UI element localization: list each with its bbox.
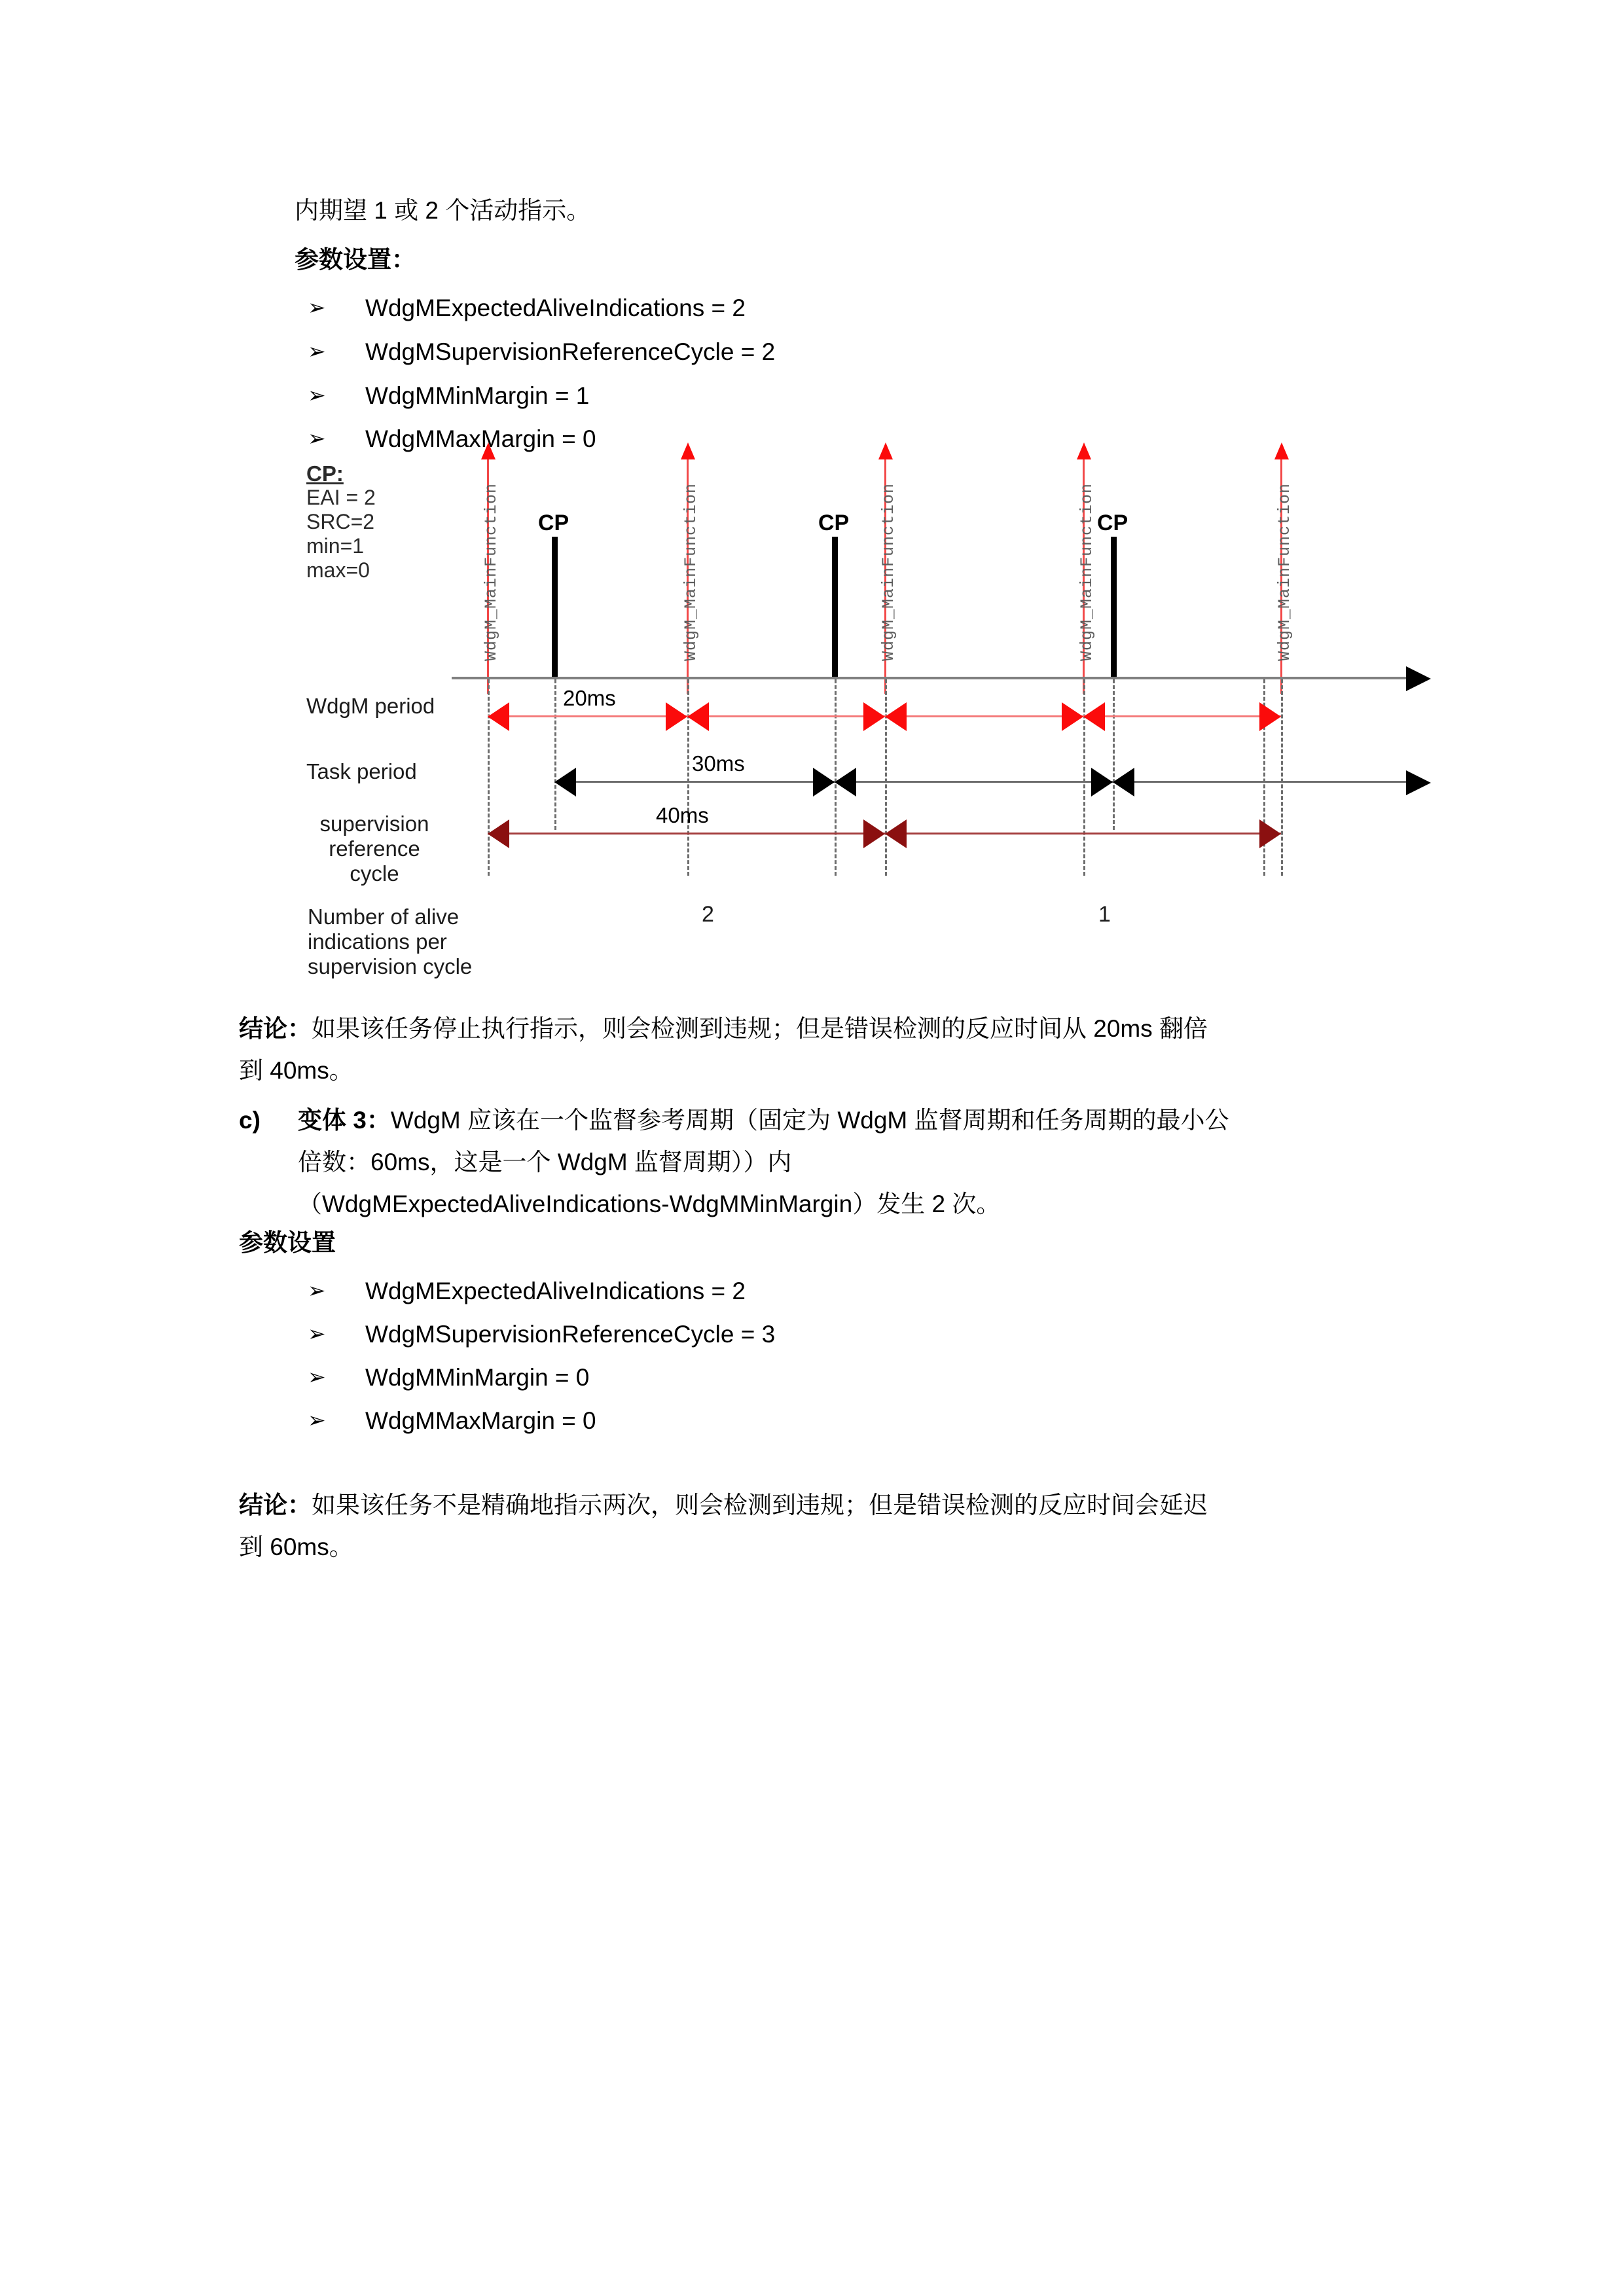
task-period-axis-arrow-icon (1406, 770, 1431, 795)
bullet-arrow-icon: ➢ (308, 383, 326, 407)
item-c-variant-label: 变体 3： (298, 1107, 391, 1134)
supervision-cycle-arrow-left-icon (885, 819, 907, 848)
bullet-arrow-icon: ➢ (308, 1321, 326, 1346)
list-item-label: WdgMSupervisionReferenceCycle = 3 (365, 1321, 776, 1348)
task-period-arrow-left-icon (1113, 768, 1134, 797)
cp-legend-src: SRC=2 (306, 510, 375, 533)
list-item-label: WdgMExpectedAliveIndications = 2 (365, 295, 746, 321)
wdgm-period-arrow-left-icon (1083, 702, 1105, 731)
wdgm-period-arrow-right-icon (863, 702, 885, 731)
alive-label-line-2: indications per (308, 929, 447, 954)
guide-line (554, 679, 556, 830)
mainfunction-arrow-head-icon (481, 442, 496, 459)
conclusion-1-line-2: 到 40ms。 (239, 1057, 353, 1084)
cp-tick (552, 537, 558, 677)
conclusion-2 (239, 1484, 1411, 1526)
conclusion-1-lead: 结论： (239, 1015, 312, 1042)
intro-line: 内期望 1 或 2 个活动指示。 (295, 197, 591, 224)
supervision-cycle-arrow-right-icon (1259, 819, 1281, 848)
item-c-line-1 (298, 1100, 1411, 1141)
wdgm-period-arrow-right-icon (1062, 702, 1083, 731)
task-period-arrow-right-icon (1091, 768, 1113, 797)
alive-count-value: 2 (702, 902, 714, 927)
conclusion-1 (239, 1008, 1404, 1050)
list-item-label: WdgMSupervisionReferenceCycle = 2 (365, 338, 776, 365)
list-item-label: WdgMExpectedAliveIndications = 2 (365, 1278, 746, 1304)
list-item-label: WdgMMinMargin = 0 (365, 1364, 590, 1391)
cp-tick (832, 537, 838, 677)
list-item-label: WdgMMinMargin = 1 (365, 382, 590, 409)
cp-tick (1111, 537, 1117, 677)
item-c-line-2: 倍数：60ms，这是一个 WdgM 监督周期））内 (298, 1149, 792, 1175)
bullet-arrow-icon: ➢ (308, 1365, 326, 1389)
mainfunction-label: WdgM_MainFunction (482, 482, 501, 661)
row-label-wdgm-period: WdgM period (306, 694, 435, 718)
row-label-line-1: supervision (319, 812, 429, 836)
item-c-marker: c) (239, 1107, 261, 1134)
wdgm-period-arrow-right-icon (1259, 702, 1281, 731)
task-period-value: 30ms (692, 751, 745, 776)
mainfunction-label: WdgM_MainFunction (879, 482, 898, 661)
conclusion-2-line-1: 如果该任务不是精确地指示两次，则会检测到违规；但是错误检测的反应时间会延迟 (312, 1492, 1208, 1518)
mainfunction-label: WdgM_MainFunction (1077, 482, 1096, 661)
wdgm-period-arrow-right-icon (666, 702, 687, 731)
row-label-task-period: Task period (306, 759, 417, 783)
mainfunction-arrow-head-icon (1274, 442, 1289, 459)
row-label-alive-indications (308, 905, 472, 979)
bullet-arrow-icon: ➢ (308, 295, 326, 319)
item-c-line-3: （WdgMExpectedAliveIndications-WdgMMinMargin）发生 2 次。 (298, 1191, 1001, 1217)
row-label-line-3: cycle (350, 861, 399, 886)
bullet-arrow-icon: ➢ (308, 1278, 326, 1302)
wdgm-period-arrow-left-icon (885, 702, 907, 731)
mainfunction-arrow-head-icon (1077, 442, 1091, 459)
alive-label-line-1: Number of alive (308, 905, 460, 929)
supervision-cycle-arrow-right-icon (863, 819, 885, 848)
row-label-supervision-cycle (302, 812, 446, 886)
bullet-arrow-icon: ➢ (308, 339, 326, 363)
wdgm-period-arrow-left-icon (687, 702, 709, 731)
item-c-line-1-text: WdgM 应该在一个监督参考周期（固定为 WdgM 监督周期和任务周期的最小公 (390, 1107, 1229, 1134)
bullet-arrow-icon: ➢ (308, 1408, 326, 1432)
cp-legend-title: CP: (306, 461, 344, 486)
conclusion-2-line-2: 到 60ms。 (239, 1534, 353, 1560)
conclusion-1-cont (239, 1050, 1404, 1092)
time-axis-arrow-icon (1406, 666, 1431, 691)
task-period-arrow-right-icon (813, 768, 835, 797)
cp-tick-label: CP (818, 511, 850, 535)
mainfunction-label: WdgM_MainFunction (1275, 482, 1294, 661)
supervision-cycle-arrow-left-icon (488, 819, 509, 848)
cp-legend-eai: EAI = 2 (306, 486, 376, 509)
cp-tick-label: CP (1097, 511, 1128, 535)
cp-tick-label: CP (538, 511, 569, 535)
supervision-cycle-value: 40ms (656, 803, 709, 827)
wdgm-period-value: 20ms (563, 686, 616, 710)
mainfunction-label: WdgM_MainFunction (681, 482, 700, 661)
guide-line (1281, 679, 1283, 876)
alive-count-value: 1 (1098, 902, 1111, 927)
params-heading-1: 参数设置： (295, 246, 416, 273)
params-heading-2: 参数设置 (239, 1229, 336, 1256)
task-period-line (554, 781, 1407, 783)
guide-line (1113, 679, 1115, 830)
task-period-arrow-left-icon (554, 768, 576, 797)
cp-legend-min: min=1 (306, 534, 365, 558)
task-period-arrow-left-icon (835, 768, 856, 797)
wdgm-period-arrow-left-icon (488, 702, 509, 731)
list-item-label: WdgMMaxMargin = 0 (365, 425, 596, 452)
mainfunction-arrow-head-icon (681, 442, 695, 459)
conclusion-2-lead: 结论： (239, 1492, 312, 1518)
conclusion-1-line-1: 如果该任务停止执行指示，则会检测到违规；但是错误检测的反应时间从 20ms 翻倍 (312, 1015, 1208, 1042)
bullet-arrow-icon: ➢ (308, 426, 326, 450)
item-c-marker-row (239, 1100, 261, 1141)
cp-legend-max: max=0 (306, 558, 370, 582)
cp-legend (306, 461, 376, 583)
timing-diagram (0, 0, 1624, 1021)
row-label-line-2: reference (329, 836, 420, 861)
alive-label-line-3: supervision cycle (308, 954, 473, 978)
list-item-label: WdgMMaxMargin = 0 (365, 1407, 596, 1434)
mainfunction-arrow-head-icon (878, 442, 893, 459)
